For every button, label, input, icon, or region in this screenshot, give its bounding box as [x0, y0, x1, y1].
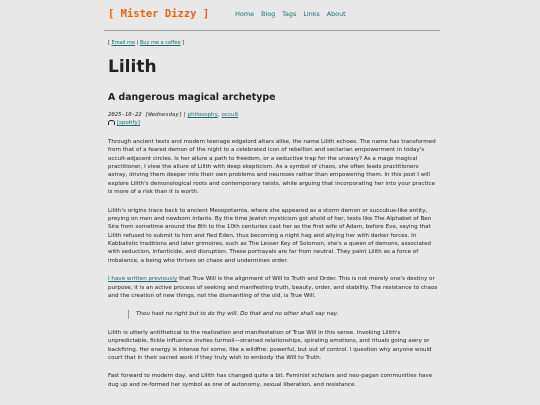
- paragraph-4: Lilith is utterly antithetical to the realization and manifestation of True Will in this sense. Invoking Lilith's unpredictable, fickle influence invites turmoil—strained relationships, spiraling emotions, and rituals going awry or backfiring. Her energy is intense for some, like a wildfire: powerful, but out of control. I question why anyone would court that in their sacred work if they truly wish to embody the Will to Truth.: [108, 329, 432, 361]
- tag-philosophy[interactable]: philosophy: [187, 112, 218, 118]
- tag-occult[interactable]: occult: [221, 112, 239, 118]
- post-meta: 2025-10-22 [Wednesday] | philosophy, occult: [108, 112, 239, 118]
- headphones-icon: [108, 120, 115, 125]
- page-container: [108, 0, 438, 389]
- email-link[interactable]: Email me: [111, 40, 135, 46]
- quote: Thou hast no right but to do thy will. Do that and no other shall say nay.: [128, 310, 438, 318]
- main-nav: [235, 10, 346, 20]
- nav-tags[interactable]: Tags: [282, 10, 297, 19]
- paragraph-3: [108, 275, 438, 300]
- post-date: 2025-10-22 [Wednesday]: [108, 112, 183, 118]
- audio-row: [108, 119, 438, 127]
- site-header: [104, 0, 440, 31]
- paragraph-5: Fast forward to modern day, and Lilith has changed quite a bit. Feminist scholars and neo-pagan communities have dug up and re-formed her symbol as one of autonomy, sexual liberation, and resistance.: [108, 373, 433, 388]
- nav-about[interactable]: About: [326, 10, 346, 19]
- nav-links[interactable]: Links: [303, 10, 320, 19]
- coffee-link[interactable]: Buy me a coffee: [139, 40, 181, 46]
- spotify-link[interactable]: [spotify]: [116, 120, 140, 127]
- page-title: Lilith: [108, 56, 157, 77]
- paragraph-2: Lilith's origins trace back to ancient Mesopotamia, where she appeared as a storm demon or succubus-like entity, preying on men and newborn infants. By the time Jewish mysticism got ahold of her, texts like The Alphabet of Ben Sira from sometime around the 8th to the 10th centuries cast her as the first wife of Adam, before Eve, saying that Lilith refused to submit to him and fled Eden, thus becoming a night hag and allying her with darker forces. In Kabbalistic traditions and later grimoires, such as The Lesser Key of Solomon, she's a queen of demons, associated with seduction, infanticide, and disruption. These portrayals are far from neutral. They paint Lilith as a force of imbalance, a being who thrives on chaos and undermines order.: [108, 207, 432, 264]
- support-separator: |: [136, 40, 139, 46]
- nav-home[interactable]: Home: [235, 10, 255, 19]
- post-subtitle: A dangerous magical archetype: [108, 91, 276, 103]
- support-links: [ Email me | Buy me a coffee ]: [108, 40, 185, 46]
- nav-blog[interactable]: Blog: [261, 10, 276, 19]
- previous-post-link[interactable]: I have written previously: [108, 276, 178, 283]
- paragraph-1: Through ancient texts and modern teenage edgelord altars alike, the name Lilith echoes. The name has transformed from that of a feared demon of the night to a celebrated icon of rebellion and sectarian empowerment in today's occult-adjacent circles. Is her allure a path to freedom, or a seductive trap for the unwary? As a mage magical practitioner, I view the allure of Lilith with deep skepticism. As a symbol of chaos, she often leads practitioners astray, driving them deeper into their own problems and neuroses rather than empowering them. In this post I will explore Lilith's demonological roots and contemporary twists, while arguing that incorporating her into your practice is more of a risk than it is worth.: [108, 138, 436, 196]
- paragraph-3-text: that True Will is the alignment of Will to Truth and Order. This is not merely one's destiny or purpose, it is an active process of seeking and manifesting truth, beauty, order, and stability. The resistance to chaos and the creation of new things, not the dismantling of the old, is True Will.: [108, 276, 438, 300]
- site-logo[interactable]: [ Mister Dizzy ]: [108, 8, 210, 21]
